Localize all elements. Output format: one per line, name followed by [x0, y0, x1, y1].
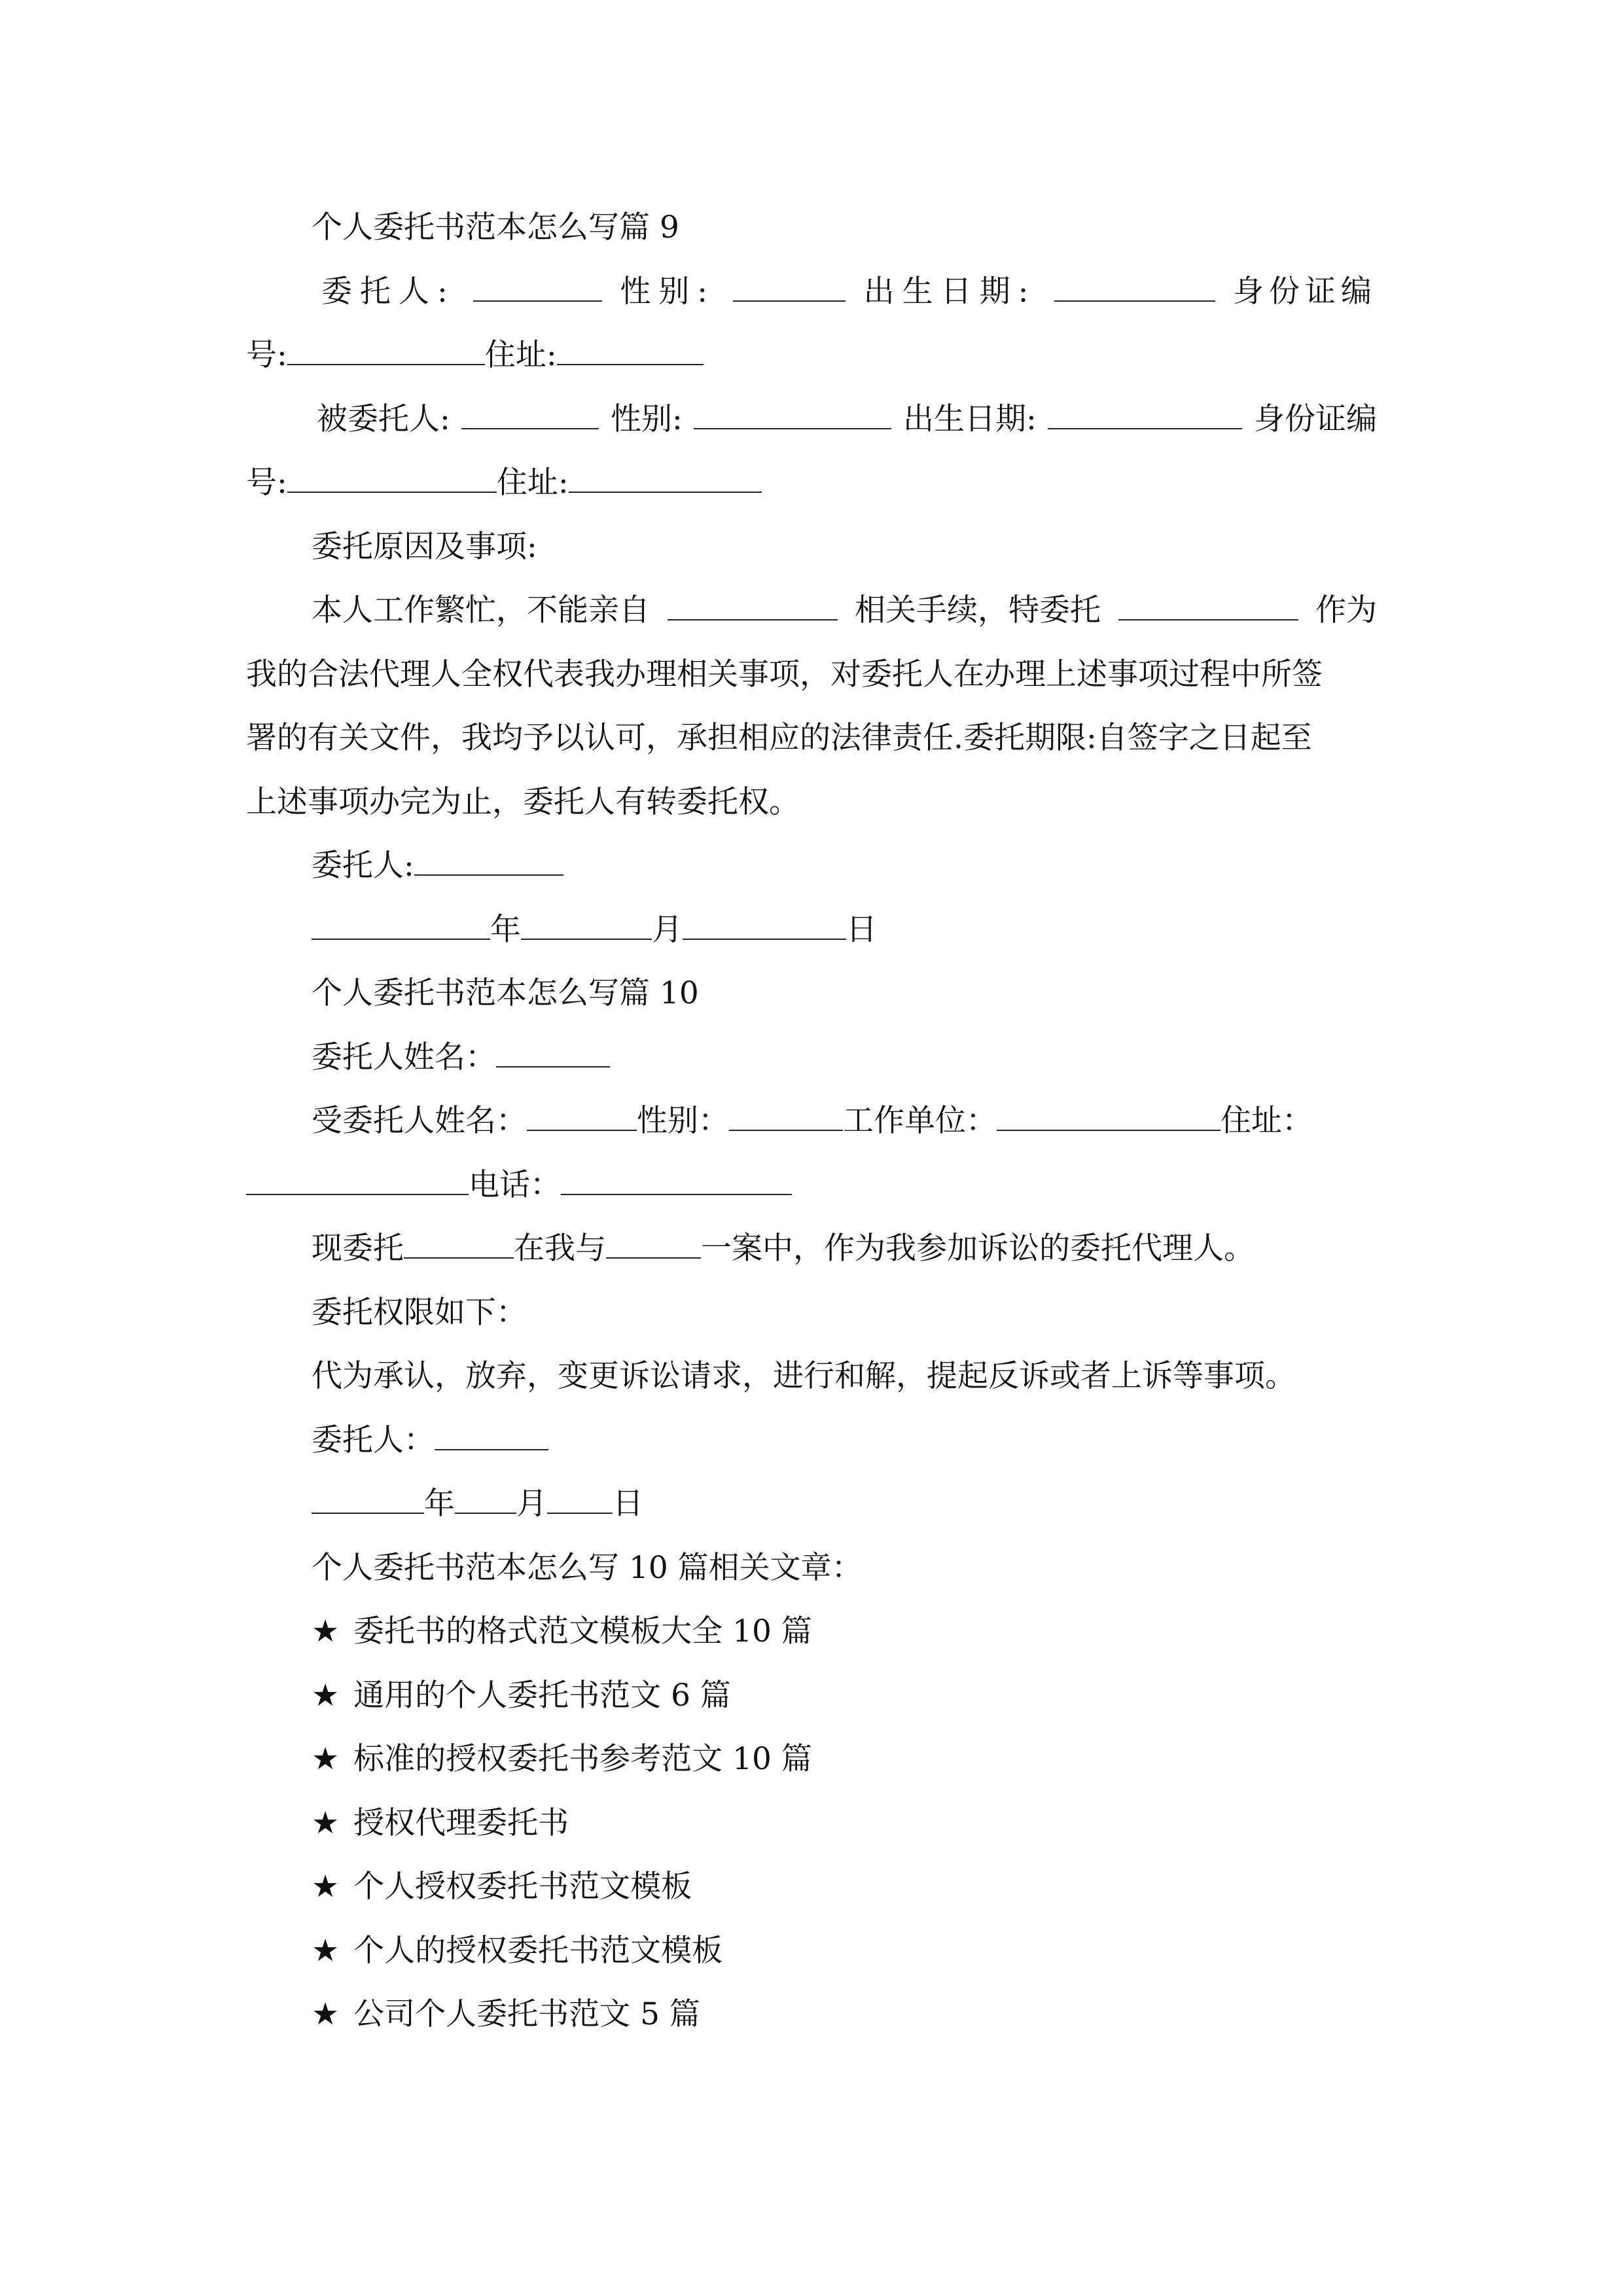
blank-field[interactable] [1048, 387, 1242, 429]
related-article-title[interactable]: 通用的个人委托书范文 6 篇 [353, 1677, 731, 1713]
principal-line-1 [246, 260, 1377, 324]
agent-info-line-2 [246, 1153, 1377, 1217]
label: 委托人： [312, 1422, 435, 1458]
related-article-link[interactable] [246, 1855, 1377, 1919]
signature-line [246, 1408, 1377, 1473]
reason-paragraph-line-3: 署的有关文件，我均予以认可，承担相应的法律责任.委托期限:自签字之日起至 [246, 720, 1312, 756]
blank-field[interactable] [287, 323, 485, 365]
label: 住址: [496, 465, 569, 501]
star-icon: ★ [312, 1869, 340, 1905]
reason-paragraph-line-4: 上述事项办完为止，委托人有转委托权。 [246, 783, 800, 820]
label: 性别： [637, 1103, 729, 1139]
text: 在我与 [514, 1230, 606, 1266]
star-icon: ★ [312, 1613, 340, 1649]
label: 性别: [611, 401, 683, 437]
label: 委托人: [312, 848, 414, 884]
reason-label: 委托原因及事项: [312, 528, 537, 565]
scope-label: 委托权限如下： [312, 1294, 527, 1331]
label: 年 [424, 1486, 455, 1522]
blank-field[interactable] [473, 260, 602, 302]
blank-field[interactable] [694, 387, 891, 429]
related-article-title[interactable]: 个人的授权委托书范文模板 [353, 1932, 723, 1969]
related-article-title[interactable]: 委托书的格式范文模板大全 10 篇 [353, 1613, 812, 1649]
text: 现委托 [312, 1230, 404, 1266]
document-page [246, 196, 1377, 2047]
label: 身份证编 [1254, 401, 1377, 437]
label: 委托人: [321, 273, 455, 310]
day-blank[interactable] [547, 1472, 613, 1514]
label: 住址： [1221, 1103, 1313, 1139]
text: 一案中，作为我参加诉讼的委托代理人。 [701, 1230, 1255, 1266]
label: 年 [490, 911, 521, 948]
label: 月 [516, 1486, 547, 1522]
blank-field[interactable] [246, 1153, 469, 1195]
star-icon: ★ [312, 1996, 340, 2032]
related-article-link[interactable] [246, 1791, 1377, 1856]
blank-field[interactable] [606, 1217, 701, 1259]
entrust-paragraph [246, 1217, 1377, 1281]
label: 月 [652, 911, 683, 948]
year-blank[interactable] [312, 1472, 424, 1514]
star-icon: ★ [312, 1677, 340, 1713]
year-blank[interactable] [312, 898, 490, 940]
related-article-link[interactable] [246, 1727, 1377, 1791]
day-blank[interactable] [683, 898, 846, 940]
reason-paragraph-line-2: 我的合法代理人全权代表我办理相关事项，对委托人在办理上述事项过程中所签 [246, 656, 1323, 692]
blank-field[interactable] [287, 451, 497, 493]
star-icon: ★ [312, 1741, 340, 1777]
related-article-link[interactable] [246, 1982, 1377, 2047]
principal-line-2 [246, 323, 1377, 387]
label: 住址: [484, 337, 557, 373]
blank-field[interactable] [557, 323, 704, 365]
related-article-title[interactable]: 授权代理委托书 [353, 1804, 569, 1841]
blank-field[interactable] [435, 1408, 548, 1450]
principal-name-line [246, 1026, 1377, 1090]
blank-field[interactable] [404, 1217, 514, 1259]
related-article-link[interactable] [246, 1600, 1377, 1664]
label: 出生日期: [903, 401, 1037, 437]
related-article-title[interactable]: 公司个人委托书范文 5 篇 [353, 1996, 700, 2032]
star-icon: ★ [312, 1804, 340, 1841]
month-blank[interactable] [455, 1472, 516, 1514]
star-icon: ★ [312, 1932, 340, 1969]
text: 相关手续，特委托 [855, 592, 1101, 628]
related-heading: 个人委托书范本怎么写 10 篇相关文章： [312, 1549, 863, 1586]
signature-line [246, 834, 1377, 898]
blank-field[interactable] [729, 1089, 843, 1131]
reason-paragraph-line-1 [246, 579, 1377, 643]
related-article-title[interactable]: 标准的授权委托书参考范文 10 篇 [353, 1741, 812, 1777]
blank-field[interactable] [561, 1153, 792, 1195]
blank-field[interactable] [414, 834, 563, 876]
section-9-title: 个人委托书范本怎么写篇 9 [312, 209, 679, 245]
date-line [246, 1472, 1377, 1536]
label: 性别: [620, 273, 716, 310]
blank-field[interactable] [997, 1089, 1221, 1131]
blank-field[interactable] [461, 387, 599, 429]
label: 出生日期: [863, 273, 1037, 310]
label: 号: [246, 337, 287, 373]
related-articles-list [246, 1600, 1377, 2047]
blank-field[interactable] [1118, 579, 1298, 620]
scope-text: 代为承认，放弃，变更诉讼请求，进行和解，提起反诉或者上诉等事项。 [312, 1358, 1296, 1394]
blank-field[interactable] [733, 260, 846, 302]
label: 身份证编 [1232, 273, 1377, 310]
label: 工作单位： [843, 1103, 997, 1139]
month-blank[interactable] [521, 898, 652, 940]
text: 本人工作繁忙，不能亲自 [312, 592, 650, 628]
related-article-link[interactable] [246, 1664, 1377, 1728]
blank-field[interactable] [527, 1089, 637, 1131]
related-article-title[interactable]: 个人授权委托书范文模板 [353, 1869, 692, 1905]
label: 受委托人姓名： [312, 1103, 527, 1139]
blank-field[interactable] [569, 451, 762, 493]
blank-field[interactable] [496, 1026, 610, 1067]
section-10-title: 个人委托书范本怎么写篇 10 [312, 975, 699, 1011]
label: 委托人姓名： [312, 1039, 496, 1075]
related-article-link[interactable] [246, 1919, 1377, 1983]
text: 作为 [1315, 592, 1377, 628]
blank-field[interactable] [1054, 260, 1215, 302]
agent-info-line-1 [246, 1089, 1377, 1153]
label: 电话： [469, 1166, 561, 1203]
label: 被委托人: [317, 401, 450, 437]
agent-line-1 [246, 387, 1377, 452]
label: 号: [246, 465, 287, 501]
agent-line-2 [246, 451, 1377, 515]
label: 日 [846, 911, 877, 948]
label: 日 [613, 1486, 643, 1522]
blank-field[interactable] [668, 579, 838, 620]
date-line [246, 898, 1377, 962]
